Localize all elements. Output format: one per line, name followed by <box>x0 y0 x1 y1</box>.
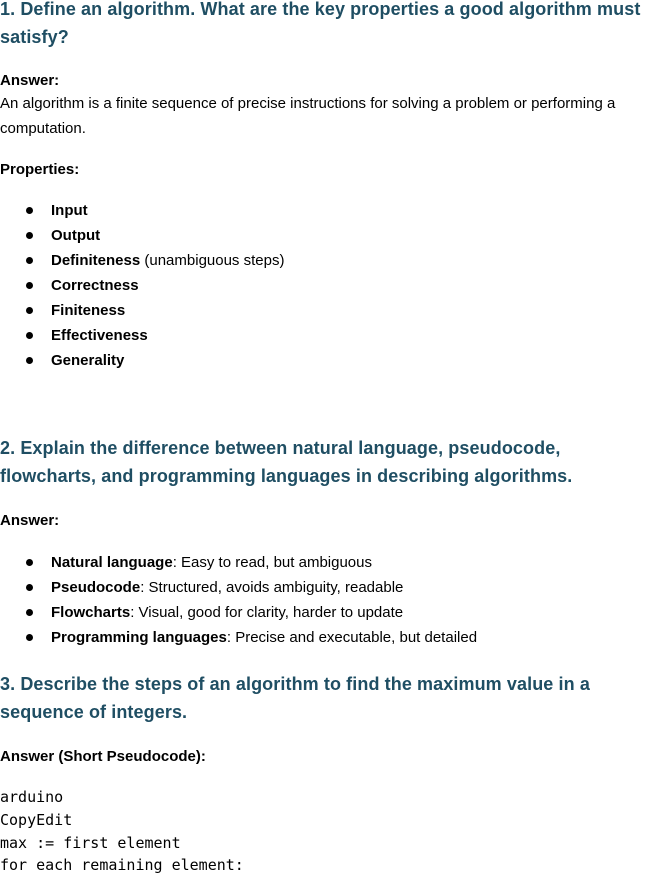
bullet-icon <box>26 232 33 239</box>
bullet-icon <box>26 584 33 591</box>
question-1-heading: 1. Define an algorithm. What are the key properties a good algorithm must satisfy? <box>0 0 641 47</box>
question-3-heading: 3. Describe the steps of an algorithm to find the maximum value in a sequence of integers. <box>0 674 590 722</box>
question-2-heading: 2. Explain the difference between natural language, pseudocode, flowcharts, and programming languages in describing algorithms. <box>0 438 573 486</box>
list-item: Generality <box>0 348 284 373</box>
list-item: Definiteness (unambiguous steps) <box>0 248 284 273</box>
question-2-answer-label: Answer: <box>0 512 60 529</box>
representations-list <box>0 550 477 650</box>
bullet-icon <box>26 332 33 339</box>
code-line: for each remaining element: <box>0 856 244 874</box>
bullet-icon <box>26 559 33 566</box>
properties-list <box>0 198 284 373</box>
properties-label: Properties: <box>0 161 80 178</box>
code-line: max := first element <box>0 834 181 852</box>
list-item: Finiteness <box>0 298 284 323</box>
code-language-label: arduino <box>0 788 64 806</box>
list-item: Effectiveness <box>0 323 284 348</box>
question-3-answer-label: Answer (Short Pseudocode): <box>0 748 206 765</box>
bullet-icon <box>26 207 33 214</box>
list-item: Programming languages: Precise and executable, but detailed <box>0 625 477 650</box>
list-item: Correctness <box>0 273 284 298</box>
list-item: Input <box>0 198 284 223</box>
bullet-icon <box>26 307 33 314</box>
bullet-icon <box>26 357 33 364</box>
bullet-icon <box>26 257 33 264</box>
copy-edit-button[interactable]: CopyEdit <box>0 811 73 829</box>
bullet-icon <box>26 634 33 641</box>
question-1-answer-label: Answer: <box>0 72 60 89</box>
bullet-icon <box>26 609 33 616</box>
list-item: Output <box>0 223 284 248</box>
list-item: Natural language: Easy to read, but ambiguous <box>0 550 477 575</box>
bullet-icon <box>26 282 33 289</box>
question-1-answer-text: An algorithm is a finite sequence of precise instructions for solving a problem or performing a computation. <box>0 95 616 137</box>
list-item: Pseudocode: Structured, avoids ambiguity, readable <box>0 575 477 600</box>
list-item: Flowcharts: Visual, good for clarity, harder to update <box>0 600 477 625</box>
